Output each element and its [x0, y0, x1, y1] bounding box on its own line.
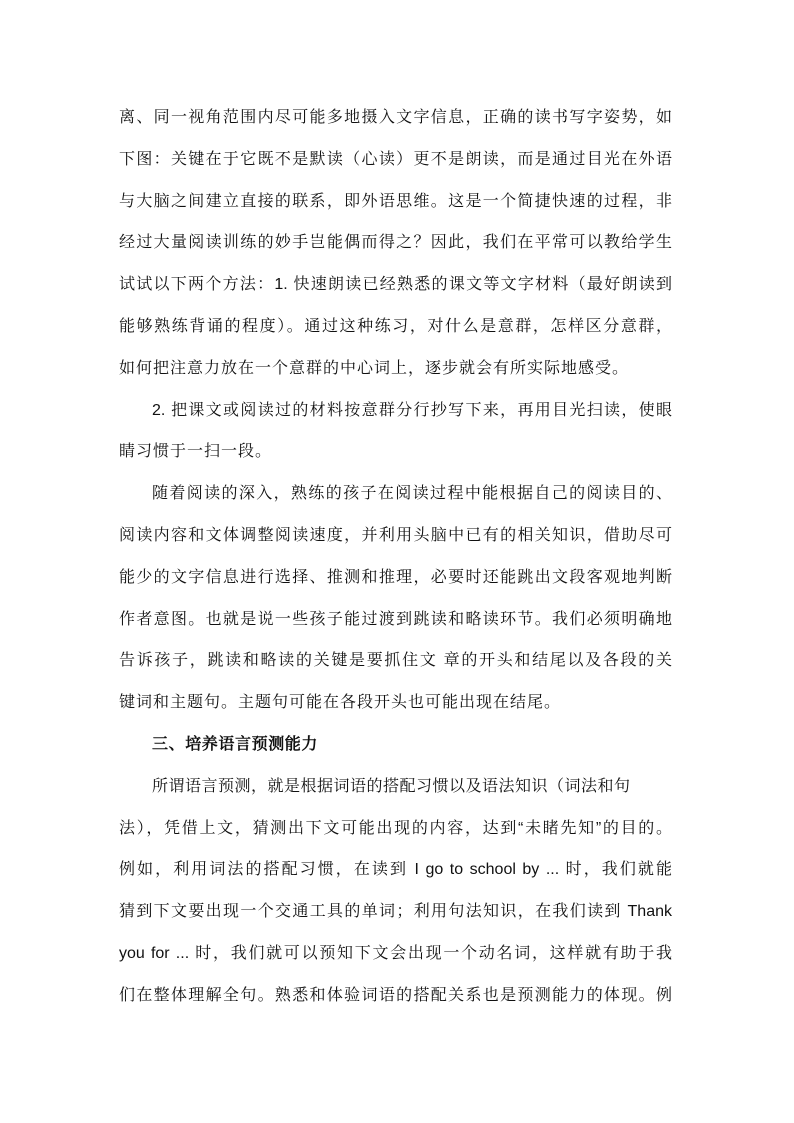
text-line: 们在整体理解全句。熟悉和体验词语的搭配关系也是预测能力的体现。例: [119, 986, 672, 1004]
text-line: 睛习惯于一扫一段。: [119, 443, 273, 461]
section-heading: 三、培养语言预测能力: [152, 735, 319, 753]
text-line: 阅读内容和文体调整阅读速度，并利用头脑中已有的相关知识，借助尽可: [119, 526, 672, 544]
section-heading-block: [119, 724, 672, 766]
text-line: 如何把注意力放在一个意群的中心词上，逐步就会有所实际地感受。: [119, 359, 630, 377]
text-line: 2. 把课文或阅读过的材料按意群分行抄写下来，再用目光扫读，使眼: [152, 401, 672, 419]
text-line: 能少的文字信息进行选择、推测和推理，必要时还能跳出文段客观地判断: [119, 568, 672, 586]
paragraph: [119, 473, 672, 724]
text-line: 下图：关键在于它既不是默读（心读）更不是朗读，而是通过目光在外语: [119, 150, 672, 168]
text-line: 例如，利用词法的搭配习惯，在读到 I go to school by ... 时，我们就能: [119, 861, 672, 879]
text-line: 键词和主题句。主题句可能在各段开头也可能出现在结尾。: [119, 694, 562, 712]
text-line: you for ... 时，我们就可以预知下文会出现一个动名词，这样就有助于我: [119, 944, 672, 962]
text-line: 能够熟练背诵的程度）。通过这种练习，对什么是意群，怎样区分意群，: [119, 317, 672, 335]
text-line: 离、同一视角范围内尽可能多地摄入文字信息，正确的读书写字姿势，如: [119, 109, 672, 126]
text-line: 猜到下文要出现一个交通工具的单词；利用句法知识，在我们读到 Thank: [119, 903, 672, 921]
text-line: 随着阅读的深入，熟练的孩子在阅读过程中能根据自己的阅读目的、: [152, 485, 672, 503]
paragraph: [119, 97, 672, 390]
text-line: 所谓语言预测，就是根据词语的搭配习惯以及语法知识（词法和句: [152, 777, 631, 795]
text-line: 经过大量阅读训练的妙手岂能偶而得之？因此，我们在平常可以教给学生: [119, 234, 672, 252]
paragraph: [119, 390, 672, 474]
paragraph: [119, 766, 672, 1017]
text-line: 告诉孩子，跳读和略读的关键是要抓住文 章的开头和结尾以及各段的关: [119, 652, 672, 670]
text-line: 与大脑之间建立直接的联系，即外语思维。这是一个简捷快速的过程，非: [119, 192, 672, 210]
text-line: 法），凭借上文，猜测出下文可能出现的内容，达到“未睹先知”的目的。: [119, 819, 672, 837]
body-text: [119, 97, 672, 1017]
text-line: 作者意图。也就是说一些孩子能过渡到跳读和略读环节。我们必须明确地: [119, 610, 672, 628]
text-line: 试试以下两个方法：1. 快速朗读已经熟悉的课文等文字材料（最好朗读到: [119, 276, 672, 294]
